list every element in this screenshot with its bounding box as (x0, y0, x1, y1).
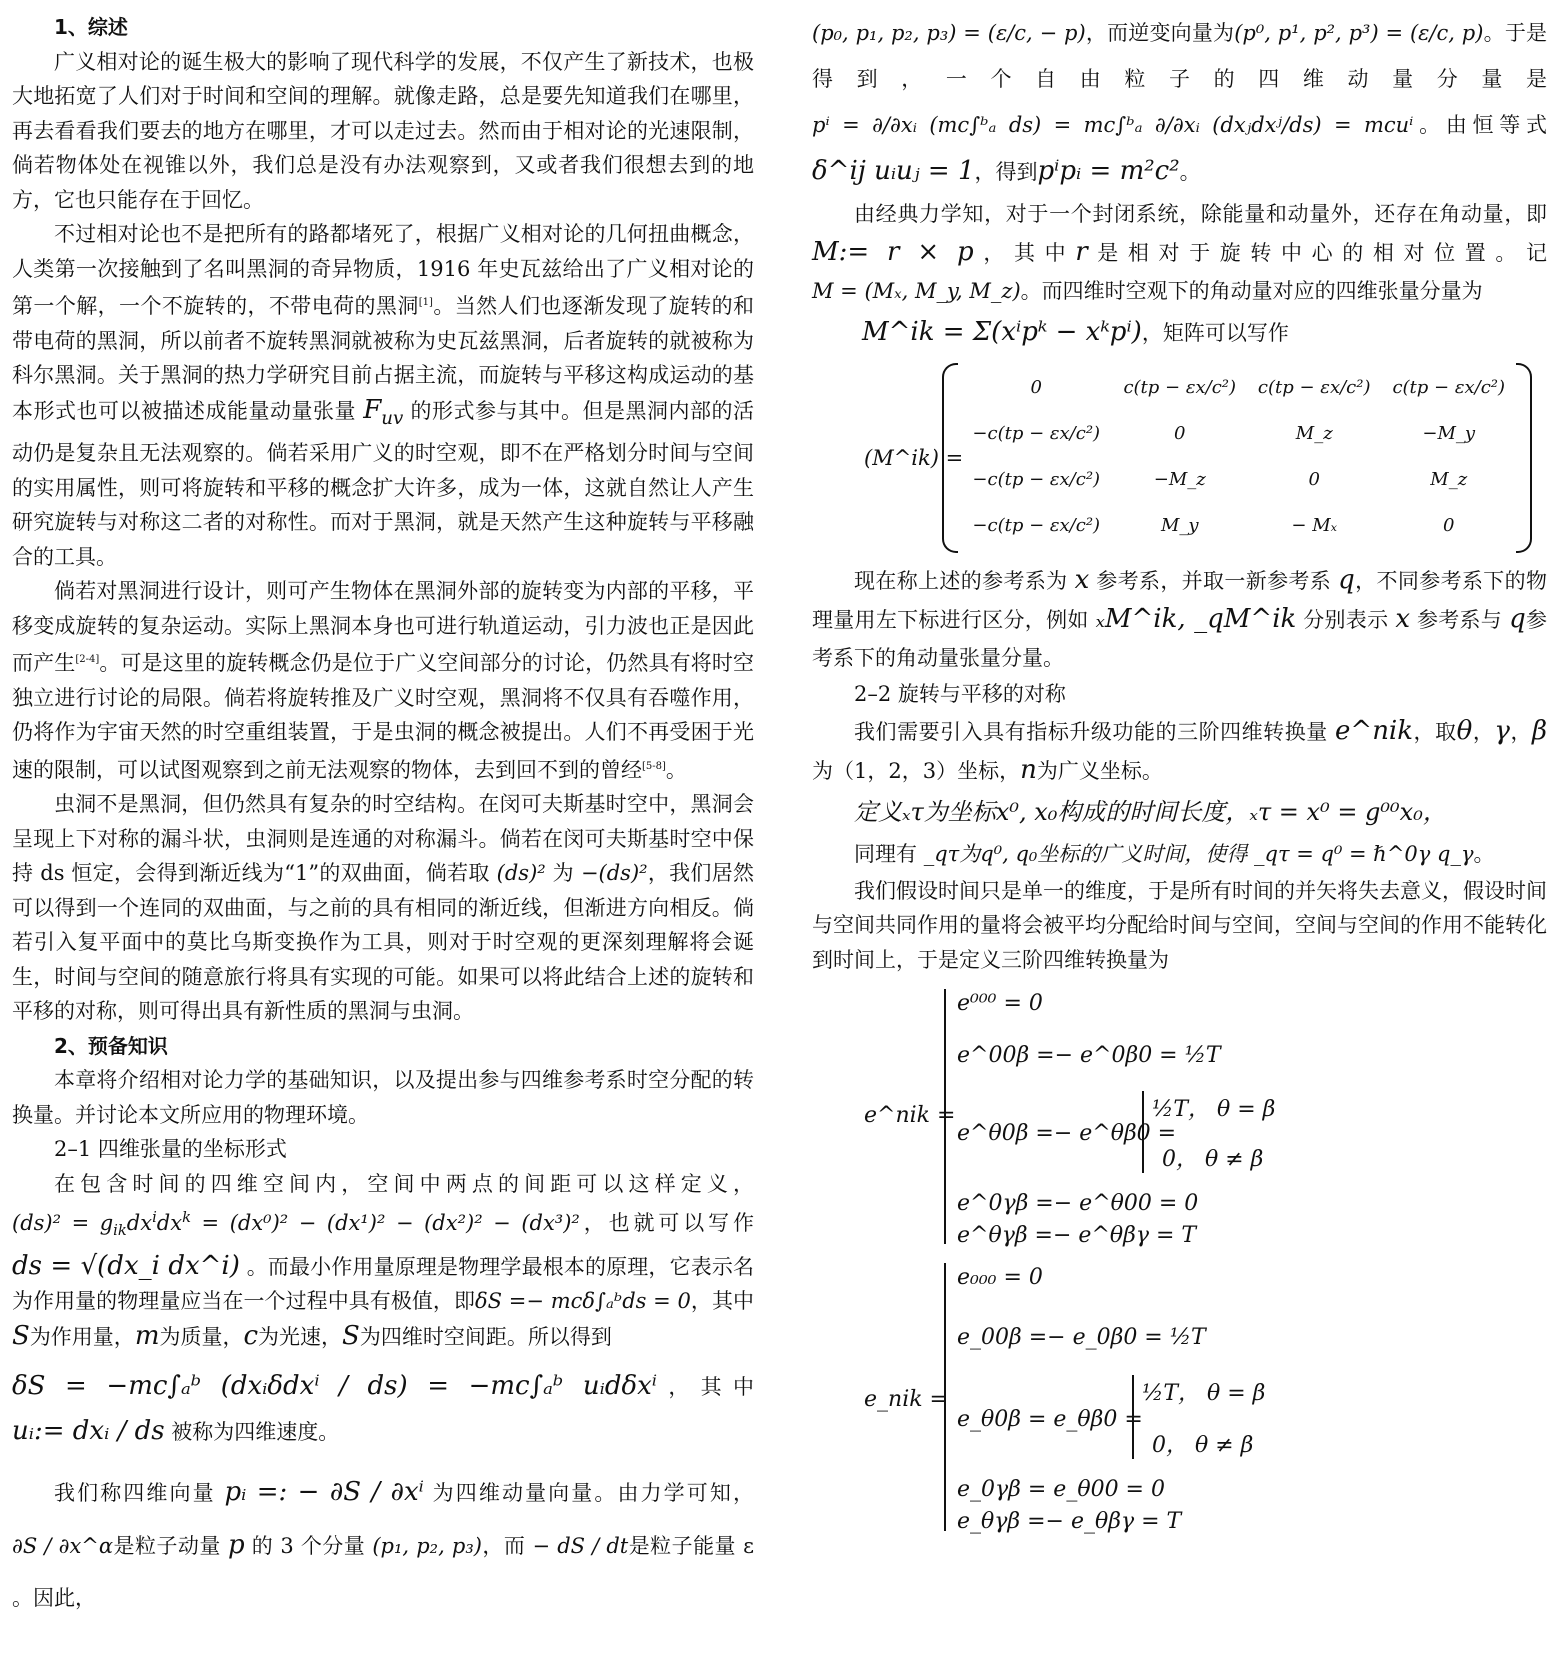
eq-interval-part-5: dx (156, 1211, 183, 1236)
r-paragraph-7: 我们假设时间只是单一的维度，于是所有时间的并矢将失去意义，假设时间与空间共同作用的量将会被平均分配给时间与空间，空间与空间的作用不能转化到时间上，于是定义三阶四维转换量为 (812, 878, 1547, 972)
paragraph-4-text-c: ，我们居然可以得到一个连同的双曲面，与之前的具有相同的渐近线，但渐进方向相反。倘若引入复平面中的莫比乌斯变换作为工具，则对于时空观的更深刻理解将会诞生，时间与空间的随意旅行将具有实现的可能。如果可以将此结合上述的旋转和平移的对称，则可得出具有新性质的黑洞与虫洞。 (12, 861, 754, 1024)
cases-lower-row: e_θ0β = e_θβ0 = (957, 1407, 1143, 1432)
cases-upper-row: e^0γβ =− e^θ00 = 0 (957, 1191, 1199, 1216)
matrix-row (960, 457, 1516, 503)
symbol-c: c (243, 1320, 259, 1351)
matrix-cell: −c(tp − εx/c²) (972, 514, 1101, 536)
equation-M-tensor: M^ik = Σ(xⁱpᵏ − xᵏpⁱ) (862, 317, 1142, 347)
cases-lower-sub-row: ½T， θ = β (1142, 1381, 1266, 1406)
section-2-2-title: 2–2 旋转与平移的对称 (854, 682, 1066, 706)
symbol-x-frame: x (1074, 565, 1090, 595)
paragraph-3-text-c: 。 (665, 757, 687, 782)
cases-upper-lhs: e^nik = (864, 1103, 956, 1128)
cases-upper-sub-row: ½T， θ = β (1152, 1097, 1276, 1122)
cases-upper-e (812, 981, 1547, 1251)
matrix-cell: −M_y (1422, 422, 1476, 444)
symbol-p: p (227, 1530, 245, 1561)
paragraph-5: 本章将介绍相对论力学的基础知识，以及提出参与四维参考系时空分配的转换量。并讨论本文所应用的物理环境。 (12, 1068, 754, 1127)
equation-free-particle-momentum: pⁱ = ∂/∂xᵢ (mc∫ᵇₐ ds) = mc∫ᵇₐ ∂/∂xᵢ (dxⱼdxʲ/ds) = mcuⁱ (812, 113, 1414, 137)
paragraph-7-text-c: 是粒子动量 (113, 1534, 221, 1559)
r-paragraph-3 (812, 561, 1547, 677)
citation-1: [1] (418, 297, 433, 308)
cases-upper-row: e^00β =− e^0β0 = ½T (957, 1043, 1221, 1068)
matrix-cell: 0 (1443, 514, 1455, 536)
r-paragraph-3-text-e: 参考系与 (1416, 608, 1503, 632)
paragraph-4 (12, 787, 754, 1029)
cases-lower-lhs: e_nik = (864, 1387, 948, 1412)
matrix-row (960, 411, 1516, 457)
equation-least-action: δS =− mcδ∫ₐᵇds = 0 (475, 1289, 691, 1314)
r-paragraph-2-eq (862, 310, 1547, 355)
paragraph-6-text-f: 为质量， (159, 1324, 244, 1349)
paragraph-6-continued (12, 1364, 754, 1454)
r-paragraph-2-text-a: 由经典力学知，对于一个封闭系统，除能量和动量外，还存在角动量，即 (854, 202, 1547, 226)
paragraph-6-text-j: 被称为四维速度。 (171, 1420, 340, 1445)
equation-frame-tensors: ₓM^ik, _qM^ik (1095, 604, 1297, 634)
r-paragraph-3-text-c: ，不同参考系下的物理量用左下标进行区分，例如 (812, 569, 1547, 632)
paragraph-3-text-b: 。可是这里的旋转概念仍是位于广义空间部分的讨论，仍然具有将时空独立进行讨论的局限。倘若将旋转推及广义时空观，黑洞将不仅具有吞噬作用，仍将作为宇宙天然的时空重组装置，于是虫洞的概念被提出。人们不再受困于光速的限制，可以试图观察到之前无法观察的物体，去到回不到的曾经 (12, 651, 755, 782)
r-paragraph-4-text-d: ， (1509, 719, 1532, 744)
cases-lower-e (812, 1255, 1547, 1535)
right-column (812, 10, 1547, 1535)
r-paragraph-4-text-f: 为广义坐标。 (1036, 758, 1163, 783)
r-paragraph-2-text-d: 。而四维时空观下的角动量对应的四维张量分量为 (1020, 279, 1483, 303)
citation-3: [5-8] (642, 760, 666, 772)
equation-angular-momentum: M:= r × p (812, 237, 974, 267)
eq-interval-part-2: ik (113, 1222, 127, 1240)
section-2-1-title: 2–1 四维张量的坐标形式 (54, 1137, 287, 1162)
symbol-gamma: γ (1494, 715, 1510, 746)
paragraph-3-text-a: 倘若对黑洞进行设计，则可产生物体在黑洞外部的旋转变为内部的平移，平移变成旋转的复杂运动。实际上黑洞本身也可进行轨道运动，引力波也正是因此而产生 (12, 579, 754, 676)
r-paragraph-2-text-c: 是相对于旋转中心的相对位置。记 (1087, 241, 1548, 265)
cases-upper-row: e^θ0β =− e^θβ0 = (957, 1121, 1177, 1146)
r-paragraph-6 (812, 834, 1547, 874)
paragraph-7-text-a: 我们称四维向量 (54, 1481, 216, 1506)
r-paragraph-2-text-e: ，矩阵可以写作 (1141, 321, 1289, 345)
r-paragraph-6-text-a: 同理有 (854, 841, 917, 866)
matrix-cell: 0 (1308, 468, 1320, 490)
r-paragraph-1-text-d: ，得到 (974, 160, 1038, 184)
equation-ds: ds = √(dx_i dx^i) (12, 1250, 240, 1281)
section-2-title: 2、预备知识 (54, 1033, 168, 1058)
matrix-cell: 0 (1174, 422, 1186, 444)
r-paragraph-1-text-a: ，而逆变向量为 (1085, 21, 1235, 45)
cases-lower-sub-row: 0， θ ≠ β (1152, 1433, 1254, 1458)
equation-four-momentum: pᵢ =: − ∂S / ∂xⁱ (224, 1477, 424, 1508)
eq-interval-part-3: dx (126, 1211, 153, 1236)
paragraph-2-text-b: 。当然人们也逐渐发现了旋转的和带电荷的黑洞，所以前者不旋转黑洞就被称为史瓦兹黑洞，后者旋转的就被称为科尔黑洞。关于黑洞的热力学研究目前占据主流，而旋转与平移这构成运动的基本形式也可以被描述成能量动量张量 (12, 294, 755, 423)
paragraph-6-text-g: 为光速， (258, 1324, 343, 1349)
symbol-S: S (12, 1320, 30, 1351)
equation-M-components: M = (Mₓ, M_y, M_z) (812, 279, 1021, 303)
paragraph-4-text-a: 虫洞不是黑洞，但仍然具有复杂的时空结构。在闵可夫斯基时空中，黑洞会呈现上下对称的漏斗状，虫洞则是连通的对称漏斗。倘若在闵可夫斯基时空中保持 ds 恒定，会得到渐近线为“1”的双曲面，倘若取 (12, 792, 754, 886)
equation-momentum-components: (p₁, p₂, p₃) (372, 1534, 482, 1559)
paragraph-2-text-a: 不过相对论也不是把所有的路都堵死了，根据广义相对论的几何扭曲概念，人类第一次接触到了名叫黑洞的奇异物质，1916 年史瓦兹给出了广义相对论的第一个解，一个不旋转的，不带电荷的黑洞 (12, 222, 754, 318)
r-paragraph-2 (812, 195, 1547, 310)
cases-upper-row: e^θγβ =− e^θβγ = T (957, 1223, 1197, 1248)
symbol-q-frame-2: q (1509, 604, 1526, 634)
r-paragraph-2-text-b: ，其中 (973, 241, 1076, 265)
cases-upper-row: e⁰⁰⁰ = 0 (957, 991, 1043, 1016)
symbol-q-frame: q (1338, 565, 1355, 595)
cases-lower-inner-brace (1132, 1375, 1134, 1459)
paragraph-6-text-b: ，也就可以写作 (579, 1211, 754, 1236)
paragraph-7-text-e: ，而 (481, 1534, 526, 1559)
r-paragraph-1 (812, 10, 1547, 195)
tensor-symbol-sub: uv (381, 407, 404, 429)
matrix-body (942, 363, 1532, 553)
symbol-beta: β (1531, 715, 1548, 746)
symbol-s: S (342, 1320, 360, 1351)
matrix-cell: c(tp − εx/c²) (1257, 376, 1371, 398)
matrix-cell: M_z (1430, 468, 1468, 490)
equation-identity: δ^ij uᵢuⱼ = 1 (812, 156, 975, 186)
matrix-left-bracket (942, 363, 958, 553)
matrix-cell: −c(tp − εx/c²) (972, 422, 1101, 444)
r-paragraph-4 (812, 712, 1547, 790)
eq-interval-part-1: (ds)² = g (12, 1211, 114, 1236)
paragraph-7-text-f: 是粒子能量 ε 。因此， (12, 1534, 754, 1611)
left-column (12, 10, 754, 1624)
equation-partial-S: ∂S / ∂x^α (12, 1534, 114, 1559)
paragraph-3 (12, 574, 754, 787)
r-paragraph-3-text-a: 现在称上述的参考系为 (854, 569, 1068, 593)
cases-lower-brace (944, 1263, 946, 1531)
equation-energy: − dS / dt (532, 1534, 629, 1559)
cases-upper-inner-brace (1142, 1091, 1144, 1173)
eq-interval-part-6: k (182, 1209, 191, 1227)
r-paragraph-1-text-e: 。 (1179, 160, 1201, 184)
paragraph-1: 广义相对论的诞生极大的影响了现代科学的发展，不仅产生了新技术，也极大地拓宽了人们对于时间和空间的理解。就像走路，总是要先知道我们在哪里，再去看看我们要去的地方在哪里，才可以走过去。然而由于相对论的光速限制，倘若物体处在视锥以外，我们总是没有办法观察到，又或者我们很想去到的地方，它也只能存在于回忆。 (12, 49, 754, 212)
paragraph-6-text-e: 为作用量， (29, 1324, 135, 1349)
math-neg-ds-squared: −(ds)² (580, 861, 648, 886)
symbol-n: n (1020, 754, 1037, 785)
matrix-row (960, 365, 1516, 411)
r-paragraph-6-text-c: 。 (1473, 841, 1495, 866)
r-paragraph-3-text-f: 参考系下的角动量张量分量。 (812, 608, 1547, 670)
r-paragraph-4-text-a: 我们需要引入具有指标升级功能的三阶四维转换量 (854, 719, 1328, 744)
section-1-title: 1、综述 (54, 15, 128, 39)
paragraph-2 (12, 217, 754, 574)
symbol-theta: θ (1456, 715, 1473, 746)
cases-upper-sub-row: 0， θ ≠ β (1162, 1147, 1264, 1172)
equation-contravariant-momentum: (p⁰, p¹, p², p³) = (ε/c, p) (1234, 21, 1484, 45)
paragraph-6 (12, 1167, 754, 1355)
r-paragraph-1-text-c: 。由恒等式 (1413, 113, 1548, 137)
paragraph-6-text-c: 。而最小作用量原理是物理学最根本的原理，它表示名为作用量的物理量应当在一个过程中具有极值，即 (12, 1254, 755, 1314)
r-paragraph-3-text-b: 参考系，并取一新参考系 (1096, 569, 1332, 593)
eq-interval-part-4: i (152, 1209, 157, 1227)
equation-interval (12, 1209, 580, 1240)
equation-q-time: _qτ为q⁰, q₀坐标的广义时间，使得 _qτ = q⁰ = ℏ^0γ q_γ (923, 841, 1474, 866)
paragraph-4-text-b: 为 (552, 861, 574, 886)
matrix-row (960, 503, 1516, 549)
equation-e-nik: e^nik (1335, 715, 1414, 746)
paragraph-6-text-i: ，其中 (657, 1375, 755, 1400)
equation-four-velocity: uᵢ:= dxᵢ / ds (12, 1416, 165, 1447)
matrix-cell: c(tp − εx/c²) (1392, 376, 1506, 398)
paragraph-6-text-d: ，其中 (690, 1289, 754, 1314)
matrix-cell: M_y (1160, 514, 1199, 536)
paragraph-2-text-c: 的形式参与其中。但是黑洞内部的活动仍是复杂且无法观察的。倘若采用广义的时空观，即不在严格划分时间与空间的实用属性，则可将旋转和平移的概念扩大许多，成为一体，这就自然让人产生研究旋转与对称这二者的对称性。而对于黑洞，就是天然产生这种旋转与平移融合的工具。 (12, 398, 755, 569)
cases-lower-row: e_θγβ =− e_θβγ = T (957, 1509, 1182, 1534)
paragraph-6-text-a: 在包含时间的四维空间内，空间中两点的间距可以这样定义， (54, 1171, 754, 1196)
r-paragraph-5: 定义ₓτ为坐标x⁰, x₀构成的时间长度，ₓτ = x⁰ = g⁰⁰x₀， (854, 797, 1447, 826)
eq-interval-part-7: = (dx⁰)² − (dx¹)² − (dx²)² − (dx³)² (190, 1211, 580, 1236)
matrix-cell: −M_z (1153, 468, 1206, 490)
equation-action-variation: δS = −mc∫ₐᵇ (dxᵢδdxⁱ / ds) = −mc∫ₐᵇ uᵢdδxⁱ (12, 1371, 658, 1402)
matrix-lhs: (M^ik) = (864, 446, 964, 470)
cases-lower-row: e_00β =− e_0β0 = ½T (957, 1325, 1206, 1350)
paragraph-7-text-b: 为四维动量向量。由力学可知， (432, 1481, 754, 1506)
r-paragraph-1-text-b: 。于是得到，一个自由粒子的四维动量分量是 (812, 21, 1548, 91)
math-ds-squared: (ds)² (496, 861, 546, 886)
angular-momentum-matrix (812, 363, 1547, 553)
matrix-cell: 0 (1030, 376, 1042, 398)
paragraph-6-text-h: 为四维时空间距。所以得到 (359, 1324, 612, 1349)
equation-covariant-momentum: (p₀, p₁, p₂, p₃) = (ε/c, − p) (812, 21, 1086, 45)
r-paragraph-4-text-e: 为（1，2，3）坐标， (812, 758, 1021, 783)
paragraph-7 (12, 1466, 754, 1624)
symbol-r: r (1075, 237, 1088, 267)
tensor-symbol-base: F (363, 394, 382, 425)
r-paragraph-4-text-b: ，取 (1413, 719, 1457, 744)
matrix-cell: − Mₓ (1291, 514, 1338, 536)
matrix-table (960, 365, 1516, 549)
citation-2: [2-4] (75, 654, 100, 666)
matrix-right-bracket (1516, 363, 1532, 553)
r-paragraph-3-text-d: 分别表示 (1303, 608, 1389, 632)
matrix-cell: M_z (1295, 422, 1333, 444)
matrix-cell: −c(tp − εx/c²) (972, 468, 1101, 490)
symbol-m: m (134, 1320, 160, 1351)
symbol-x-frame-2: x (1395, 604, 1410, 634)
tensor-symbol (363, 394, 404, 429)
r-paragraph-4-text-c: ， (1472, 719, 1495, 744)
matrix-cell: c(tp − εx/c²) (1123, 376, 1237, 398)
cases-lower-row: e₀₀₀ = 0 (957, 1265, 1043, 1290)
paragraph-7-text-d: 的 3 个分量 (251, 1534, 366, 1559)
cases-upper-brace (944, 989, 946, 1244)
equation-mass-shell: pⁱpᵢ = m²c² (1037, 156, 1180, 186)
cases-lower-row: e_0γβ = e_θ00 = 0 (957, 1477, 1165, 1502)
